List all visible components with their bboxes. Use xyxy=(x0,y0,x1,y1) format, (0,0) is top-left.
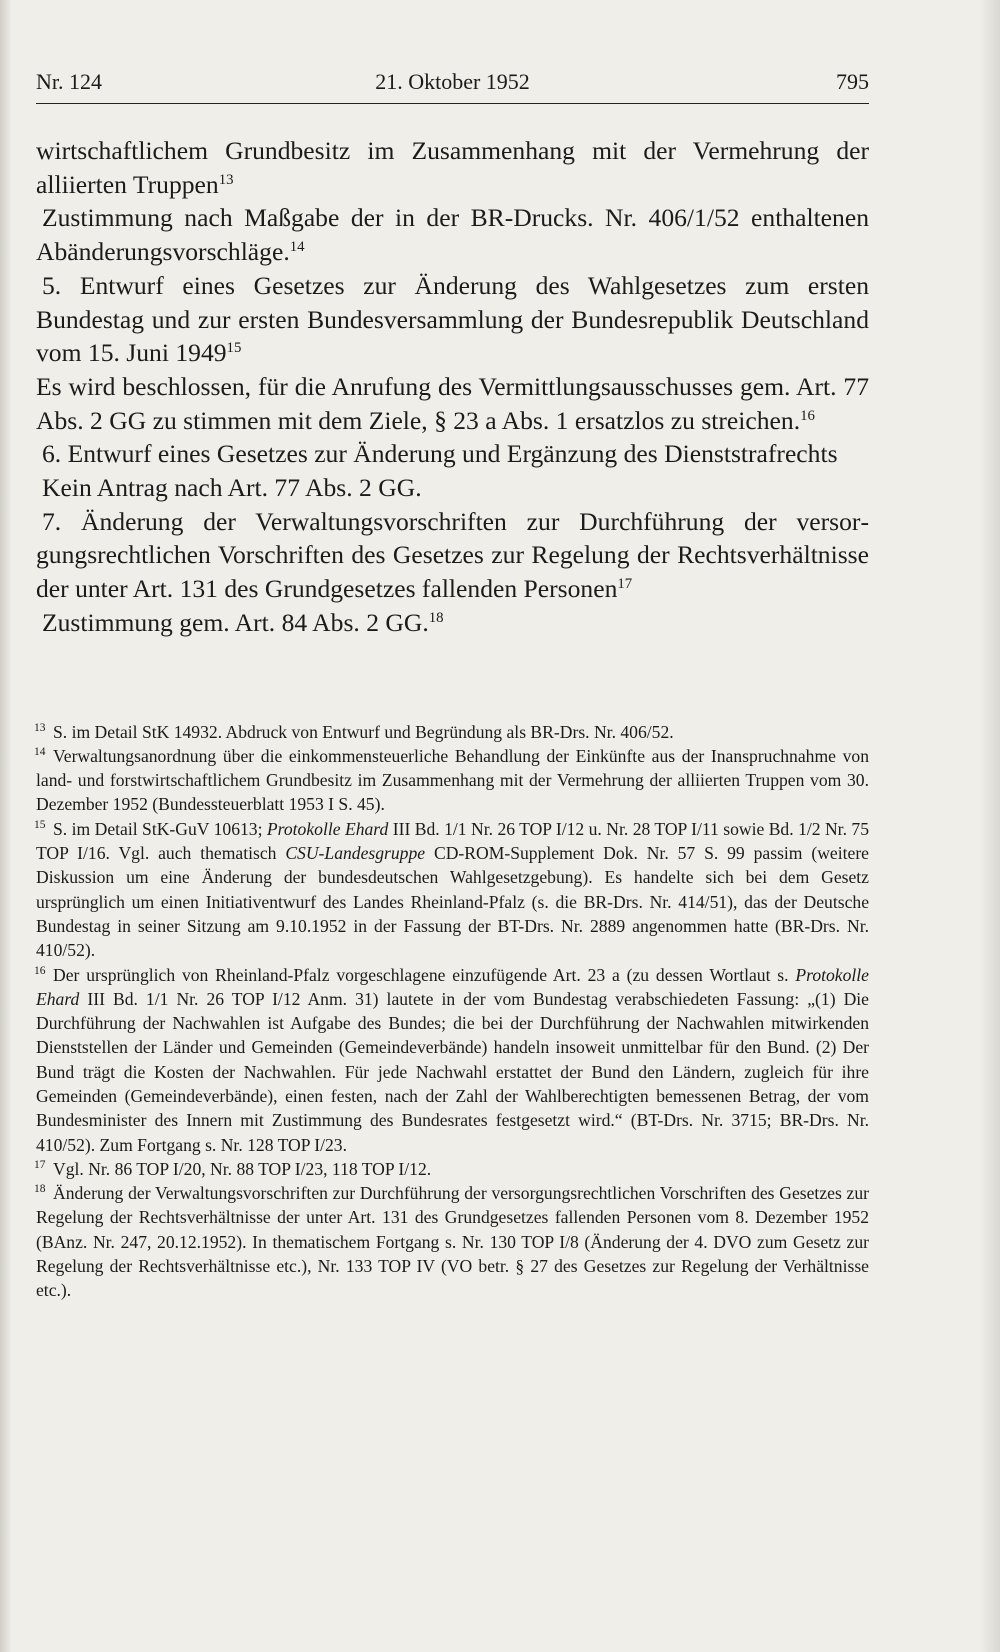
footnote-15: 15 S. im Detail StK-GuV 10613; Protokolle Ehard III Bd. 1/1 Nr. 26 TOP I/12 u. Nr. 28 TOP I/11 sowie Bd. 1/2 Nr. 75 TOP I/16. Vgl. auch thematisch CSU-Landesgruppe CD-ROM-Supplement Dok. Nr. 57 S. 99 passim (weitere Diskussion um eine Änderung der bundesdeutschen Wahlgesetzgebung). Es handelte sich bei dem Gesetz ursprünglich um einen Initiativentwurf des Landes Rheinland-Pfalz (s. die BR-Drs. Nr. 414/51), das der Deutsche Bundestag in seiner Sitzung am 9.10.1952 in der Fassung der BT-Drs. Nr. 2889 angenommen hatte (BR-Drs. Nr. 410/52). xyxy=(36,817,869,963)
footnote-17: 17 Vgl. Nr. 86 TOP I/20, Nr. 88 TOP I/23, 118 TOP I/12. xyxy=(36,1157,869,1181)
footnote-ref-18: 18 xyxy=(428,609,444,626)
footnote-number: 14 xyxy=(34,745,46,758)
main-text xyxy=(36,134,869,640)
footnote-ref-13: 13 xyxy=(218,171,234,188)
agenda-item-5: 5. Entwurf eines Gesetzes zur Änderung des Wahlgesetzes zum ersten Bundestag und zur ersten Bundesversammlung der Bundesrepublik Deutschland vom 15. Juni 1949$^{15}$ xyxy=(36,270,869,368)
footnote-14: 14 Verwaltungsanordnung über die einkommensteuerliche Behandlung der Einkünfte aus der Inanspruchnahme von land- und forstwirtschaftlichem Grundbesitz im Zusammenhang mit der Vermehrung der alliierten Truppen vom 30. Dezember 1952 (Bundessteuerblatt 1953 I S. 45). xyxy=(36,744,869,817)
footnote-number: 13 xyxy=(34,721,46,734)
agenda-item-7: 7. Änderung der Verwaltungsvorschriften zur Durchführung der versorgungsrechtlichen Vorschriften des Gesetzes zur Regelung der Rechtsverhältnisse der unter Art. 131 des Grundgesetzes fallenden Personen$^{17}$ xyxy=(36,506,869,604)
footnote-18: 18 Änderung der Verwaltungsvorschriften zur Durchführung der versorgungsrechtlichen Vorschriften des Gesetzes zur Regelung der Rechtsverhältnisse der unter Art. 131 des Grundgesetzes fallenden Personen vom 8. Dezember 1952 (BAnz. Nr. 247, 20.12.1952). In thematischem Fortgang s. Nr. 130 TOP I/8 (Änderung der 4. DVO zum Gesetz zur Regelung der Rechtsverhältnisse etc.), Nr. 133 TOP IV (VO betr. § 27 des Gesetzes zur Regelung der Verhältnisse etc.). xyxy=(36,1181,869,1302)
page-number: 795 xyxy=(836,69,869,94)
footnote-number: 15 xyxy=(34,818,46,831)
footnote-number: 16 xyxy=(34,964,46,977)
paragraph: Zustimmung nach Maßgabe der in der BR-Drucks. Nr. 406/1/52 enthaltenen Abänderungsvorschläge.$^{14}$ xyxy=(36,203,869,267)
running-header xyxy=(36,0,869,104)
footnote-ref-15: 15 xyxy=(226,340,242,357)
footnote-number: 17 xyxy=(34,1158,46,1171)
agenda-item-6: 6. Entwurf eines Gesetzes zur Änderung und Ergänzung des Dienststrafrechts xyxy=(42,439,838,469)
footnote-ref-17: 17 xyxy=(617,575,633,592)
paragraph: wirtschaftlichem Grundbesitz im Zusammenhang mit der Vermehrung der alliierten Truppen$^{13}$ xyxy=(36,136,869,199)
footnote-13: 13 S. im Detail StK 14932. Abdruck von Entwurf und Begründung als BR-Drs. Nr. 406/52. xyxy=(36,720,869,744)
paragraph: Kein Antrag nach Art. 77 Abs. 2 GG. xyxy=(42,473,422,503)
footnote-number: 18 xyxy=(34,1183,46,1196)
footnote-16: 16 Der ursprünglich von Rheinland-Pfalz vorgeschlagene einzufügende Art. 23 a (zu dessen Wortlaut s. Protokolle Ehard III Bd. 1/1 Nr. 26 TOP I/12 Anm. 31) lautete in der vom Bundestag verabschiedeten Fassung: „(1) Die Durchführung der Nachwahlen ist Aufgabe des Bundes; die bei der Durchführung der Nachwahlen mitwirkenden Dienststellen der Länder und Gemeinden (Gemeindeverbände) handeln insoweit unmittelbar für den Bund. (2) Der Bund trägt die Kosten der Nachwahlen. Für jede Nachwahl erstattet der Bund den Ländern, zugleich für ihre Gemeinden (Gemeindeverbände), einen festen, nach der Zahl der Wahlberechtigten bemessenen Betrag, der vom Bundesminister des Innern mit Zustimmung des Bundesrates festgesetzt wird.“ (BT-Drs. Nr. 3715; BR-Drs. Nr. 410/52). Zum Fortgang s. Nr. 128 TOP I/23. xyxy=(36,963,869,1157)
footnotes xyxy=(36,720,869,1303)
paragraph: Es wird beschlossen, für die Anrufung des Vermittlungsausschusses gem. Art. 77 Abs. 2 GG zu stimmen mit dem Ziele, § 23 a Abs. 1 ersatzlos zu streichen.$^{16}$ xyxy=(36,371,869,435)
footnote-ref-14: 14 xyxy=(289,238,305,255)
document-number: Nr. 124 xyxy=(36,69,102,94)
paragraph: Zustimmung gem. Art. 84 Abs. 2 GG.$^{18}$ xyxy=(42,607,444,637)
footnote-ref-16: 16 xyxy=(800,407,815,424)
header-date: 21. Oktober 1952 xyxy=(375,69,530,94)
